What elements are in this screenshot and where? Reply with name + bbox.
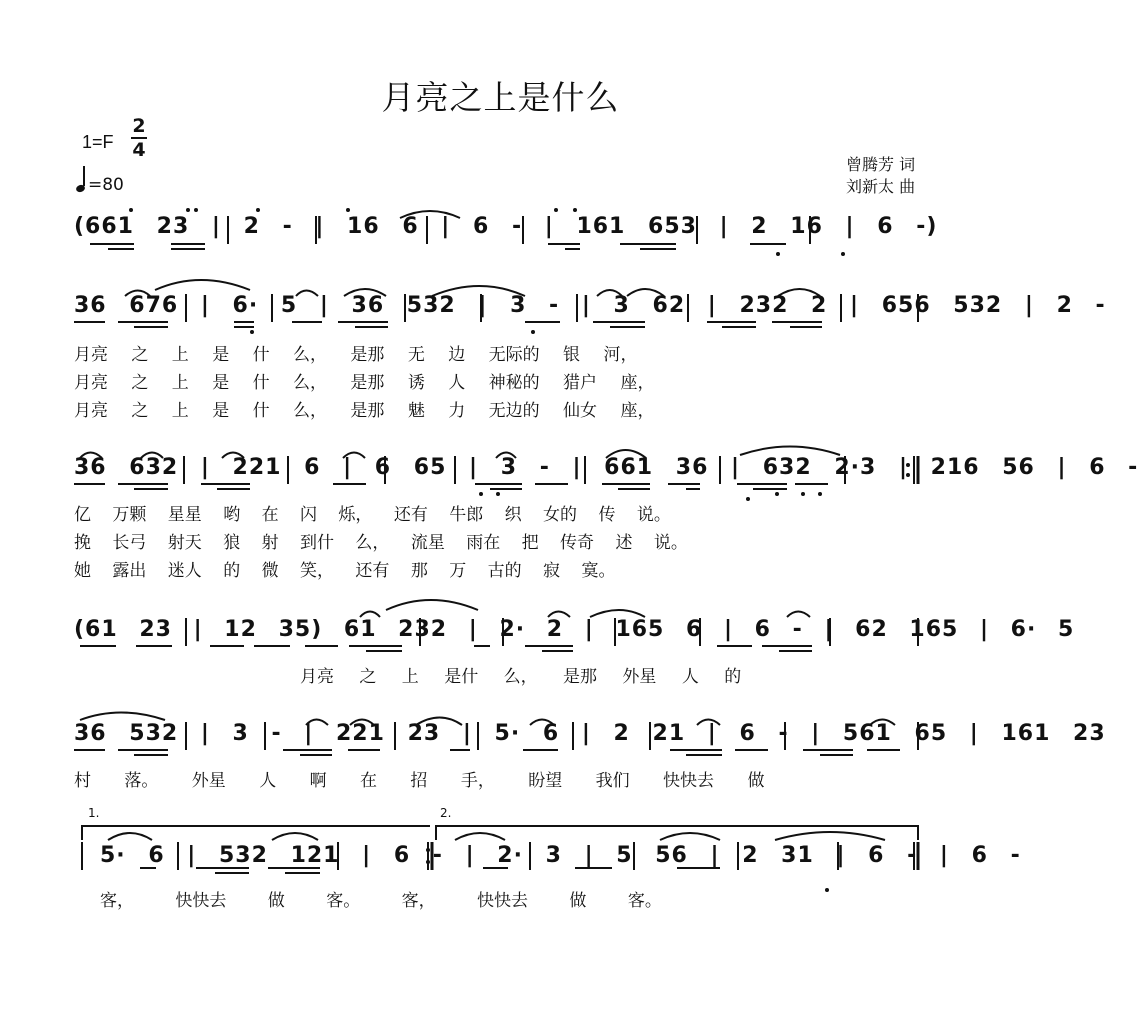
song-title: 月亮之上是什么 xyxy=(381,78,620,117)
composer-credit: 刘新太 曲 xyxy=(846,177,916,196)
tempo-value: =80 xyxy=(88,175,124,195)
key-signature: 1=F xyxy=(82,132,114,152)
lyricist-credit: 曾腾芳 词 xyxy=(846,155,916,174)
lyric-chorus-a: 月亮 之 上 是什 么， 是那 外星 人 的 xyxy=(300,667,742,687)
score-row-intro: (661 23 | 2 - | 16 6 | 6 - | 161 653 | 2 16 | 6 -) xyxy=(74,214,938,239)
lyric-verse-2b: 挽 长弓 射天 狼 射 到什 么， 流星 雨在 把 传奇 述 说。 xyxy=(74,533,688,553)
volta-2-label: 2. xyxy=(440,806,452,820)
time-signature-bottom: 4 xyxy=(132,139,146,161)
score-row-ending: 5· 6 | 532 121 | 6 - | 2· 3 | 5 56 | 2 31 | 6 - | 6 - xyxy=(100,843,1021,868)
lyric-verse-2a: 月亮 之 上 是 什 么， 是那 诱 人 神秘的 猎户 座， xyxy=(74,373,655,393)
score-row-chorus-b: 36 532 | 3 - | 221 23 | 5· 6 | 2 21 | 6 - | 561 65 | 161 23 xyxy=(74,721,1106,746)
time-signature-top: 2 xyxy=(132,115,146,137)
lyric-verse-3a: 月亮 之 上 是 什 么， 是那 魅 力 无边的 仙女 座， xyxy=(74,401,655,421)
lyric-verse-1b: 亿 万颗 星星 哟 在 闪 烁， 还有 牛郎 织 女的 传 说。 xyxy=(74,505,671,525)
lyric-chorus-b: 村 落。 外星 人 啊 在 招 手， 盼望 我们 快快去 做 xyxy=(74,771,765,791)
lyric-verse-3b: 她 露出 迷人 的 微 笑， 还有 那 万 古的 寂 寞。 xyxy=(74,561,616,581)
score-row-verse-b: 36 632 | 221 6 | 6 65 | 3 - | 661 36 | 632 2·3 | 216 56 | 6 - xyxy=(74,455,1138,480)
score-row-chorus-a: (61 23 | 12 35) 61 232 | 2· 2 | 165 6 | 6 - | 62 165 | 6· 5 xyxy=(74,617,1075,642)
volta-1-label: 1. xyxy=(88,806,100,820)
score-row-verse-a: 36 676 | 6· 5 | 36 532 | 3 - | 3 62 | 232 2 | 656 532 | 2 - xyxy=(74,293,1106,318)
lyric-ending: 客， 快快去 做 客。 客， 快快去 做 客。 xyxy=(100,891,662,911)
lyric-verse-1a: 月亮 之 上 是 什 么， 是那 无 边 无际的 银 河， xyxy=(74,345,638,365)
